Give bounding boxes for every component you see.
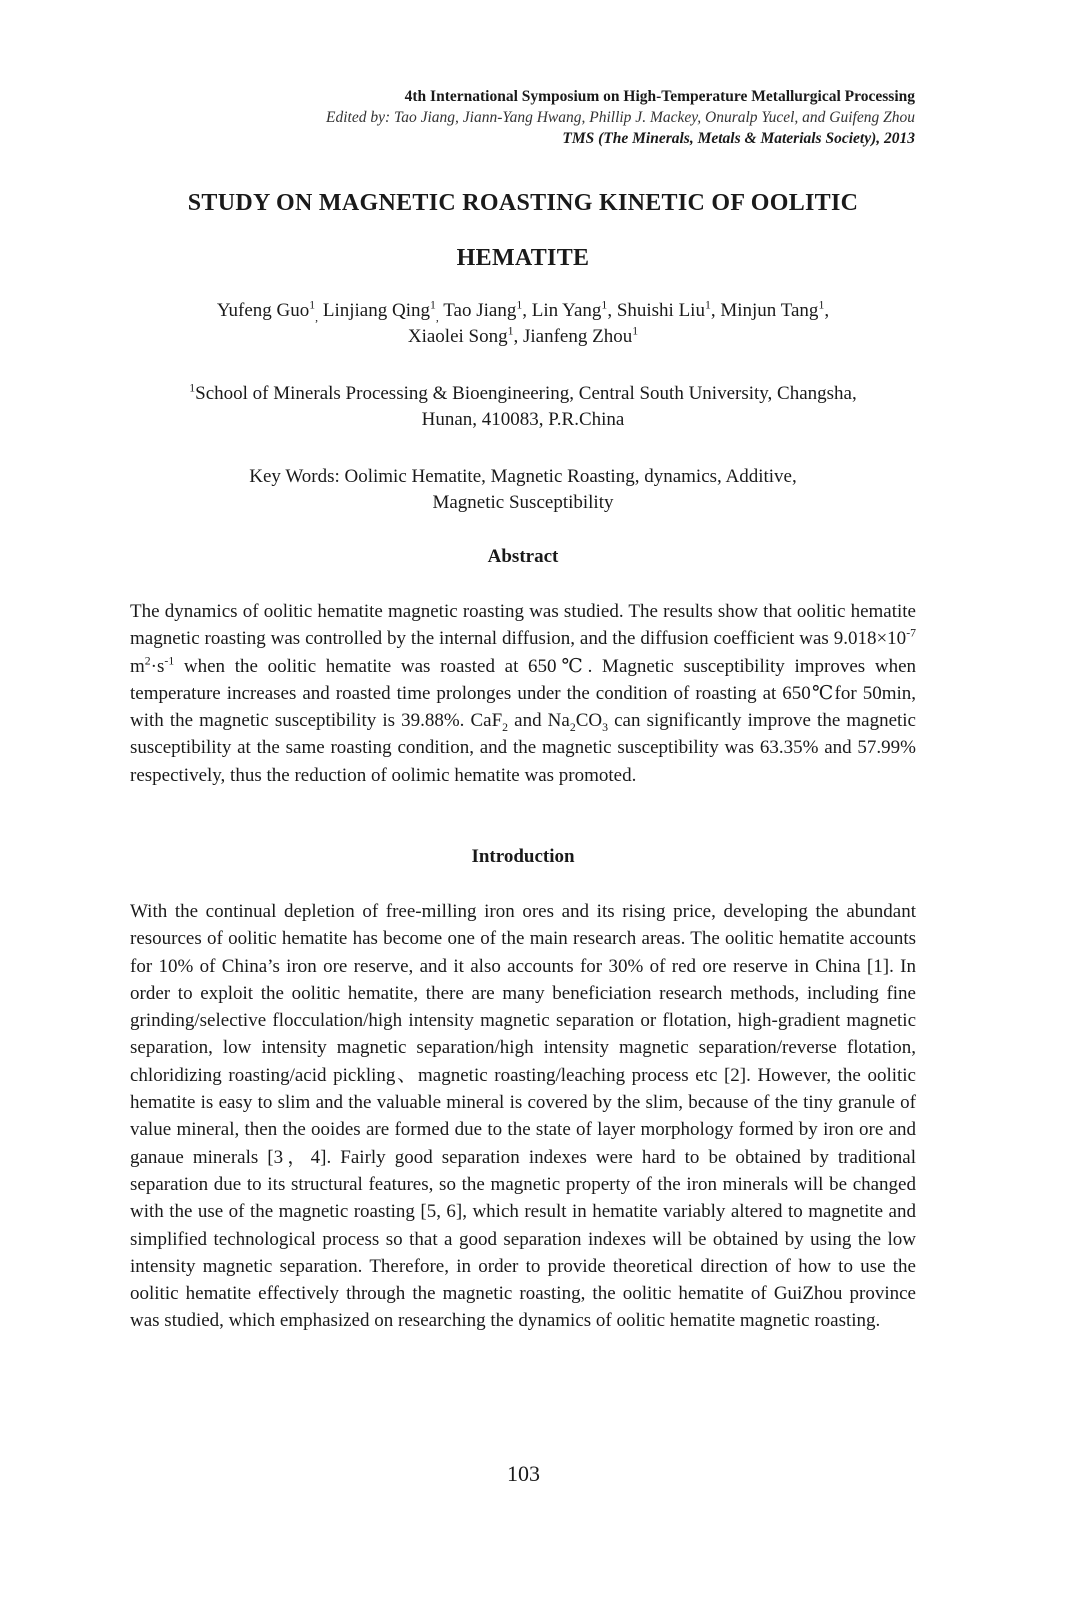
abstract-text: m	[130, 655, 145, 677]
author-line-2: Xiaolei Song$^1$, Jianfeng Zhou$^1$	[407, 324, 639, 347]
affiliation-mark: 1	[309, 298, 316, 312]
affiliation-line-2: Hunan, 410083, P.R.China	[421, 409, 625, 430]
editors-line: Edited by: Tao Jiang, Jiann-Yang Hwang, Phillip J. Mackey, Onuralp Yucel, and Guifeng Zhou	[326, 109, 915, 126]
running-header	[326, 86, 915, 149]
author-name: Xiaolei Song	[407, 326, 508, 347]
keywords	[130, 464, 916, 516]
subscript: 2	[502, 720, 509, 734]
symposium-name: 4th International Symposium on High-Temperature Metallurgical Processing	[404, 88, 915, 105]
author-name: Yufeng Guo	[216, 300, 310, 321]
abstract-text: The dynamics of oolitic hematite magnetic roasting was studied. The results show that oolitic hematite magnetic roasting was controlled by the internal diffusion, and the diffusion coefficient was 9.018×10	[130, 601, 916, 650]
affiliation-mark: 1	[601, 298, 608, 312]
abstract-body	[130, 598, 916, 789]
affiliation-mark: 1	[632, 324, 639, 338]
introduction-body: With the continual depletion of free-milling iron ores and its rising price, developing the abundant resources of oolitic hematite has become one of the main research areas. The oolitic hematite accounts for 10% of China’s iron ore reserve, and it also accounts for 30% of red ore reserve in China [1]. In order to exploit the oolitic hematite, there are many beneficiation research methods, including fine grinding/selective flocculation/high intensity magnetic separation or flotation, high-gradient magnetic separation, low intensity magnetic separation/high intensity magnetic separation/reverse flotation, chloridizing roasting/acid pickling、magnetic roasting/leaching process etc [2]. However, the oolitic hematite is easy to slim and the valuable mineral is covered by the slim, because of the tiny granule of value mineral, then the ooides are formed due to the state of layer morphology formed by iron ore and ganaue minerals [3，4]. Fairly good separation indexes were hard to be obtained by traditional separation due to its structural features, so the magnetic property of the iron minerals will be changed with the use of the magnetic roasting [5, 6], which result in hematite variably altered to magnetite and simplified technological process so that a good separation indexes will be obtained by using the low intensity magnetic separation. Therefore, in order to provide theoretical direction of how to use the oolitic hematite effectively through the magnetic roasting, the oolitic hematite of GuiZhou province was studied, which emphasized on researching the dynamics of oolitic hematite magnetic roasting.	[130, 901, 916, 1332]
affiliation-text: School of Minerals Processing & Bioengineering, Central South University, Changsha,	[195, 383, 857, 404]
abstract-text: CO	[575, 710, 603, 732]
abstract-text: ·s	[150, 655, 165, 677]
author-name: Minjun Tang	[720, 300, 819, 321]
keywords-line-2: Magnetic Susceptibility	[432, 492, 614, 513]
author-name: Tao Jiang	[443, 300, 517, 321]
paper-title-line-2: HEMATITE	[456, 245, 590, 271]
affiliation-mark: 1	[507, 324, 514, 338]
page-number: 103	[507, 1461, 540, 1486]
author-list	[130, 298, 916, 350]
author-name: Jianfeng Zhou	[523, 326, 633, 347]
author-name: Linjiang Qing	[322, 300, 430, 321]
affiliation-mark: 1	[818, 298, 825, 312]
affiliation-mark: 1	[704, 298, 711, 312]
abstract-text: can significantly improve the magnetic susceptibility at the same roasting condition, and the magnetic susceptibility was 63.35% and 57.99% respectively, thus the reduction of oolimic hematite was promoted.	[130, 710, 916, 786]
subscript: 2	[569, 720, 576, 734]
affiliation	[130, 381, 916, 433]
publisher-line: TMS (The Minerals, Metals & Materials Society), 2013	[562, 130, 915, 147]
author-line-1: Yufeng Guo$^1_,$ Linjiang Qing$^1_,$ Tao Jiang$^1$, Lin Yang$^1$, Shuishi Liu$^1$, Minjun Tang$^1$,	[216, 298, 830, 324]
paper-title-line-1: STUDY ON MAGNETIC ROASTING KINETIC OF OOLITIC	[187, 190, 859, 216]
author-name: Shuishi Liu	[616, 300, 705, 321]
affiliation-mark: 1	[516, 298, 523, 312]
abstract-text: and Na	[508, 710, 570, 732]
abstract-text: when the oolitic hematite was roasted at 650℃. Magnetic susceptibility improves when temperature increases and roasted time prolonges under the condition of roasting at 650℃for 50min, with the magnetic susceptibility is 39.88%. CaF	[130, 655, 916, 732]
affiliation-mark: 1	[189, 381, 196, 395]
superscript: -1	[164, 654, 175, 668]
superscript: -7	[906, 626, 916, 640]
introduction-heading: Introduction	[471, 846, 575, 867]
subscript: 3	[602, 720, 609, 734]
keywords-line-1: Key Words: Oolimic Hematite, Magnetic Roasting, dynamics, Additive,	[249, 466, 797, 487]
author-name: Lin Yang	[531, 300, 602, 321]
affiliation-mark: 1	[430, 298, 436, 312]
abstract-heading: Abstract	[487, 546, 559, 567]
affiliation-line-1	[130, 381, 916, 407]
superscript: 2	[144, 654, 151, 668]
